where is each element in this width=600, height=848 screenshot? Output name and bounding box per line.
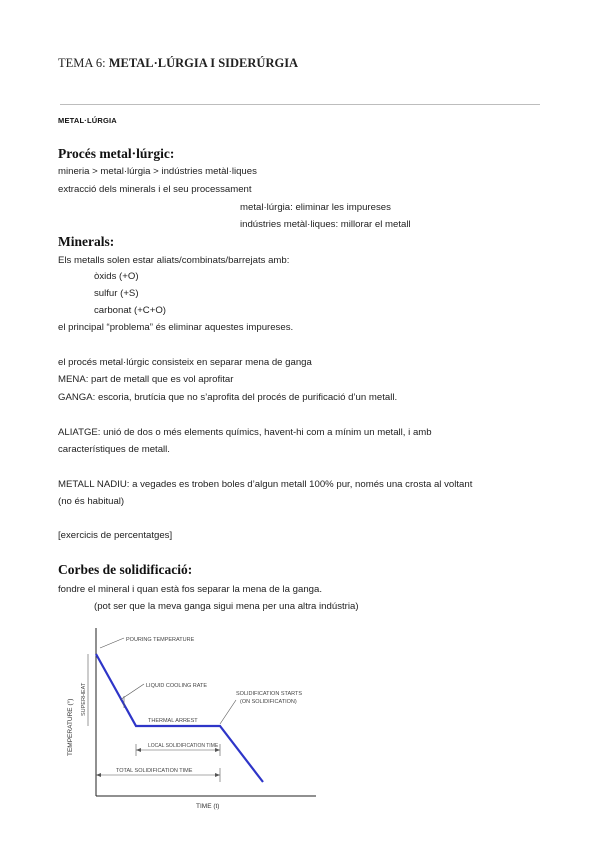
corbes-heading: Corbes de solidificació: <box>58 562 193 577</box>
exercicis-note: [exercicis de percentatges] <box>58 530 173 541</box>
local-time-label: LOCAL SOLIDIFICATION TIME <box>148 743 219 749</box>
pouring-leader <box>100 638 124 648</box>
proces-separar: el procés metal·lúrgic consisteix en separar mena de ganga <box>58 357 312 368</box>
x-axis-label: TIME (t) <box>196 803 220 810</box>
aliatge-line-2: característiques de metall. <box>58 444 170 455</box>
aliatge-line-1: ALIATGE: unió de dos o més elements químics, havent-hi com a mínim un metall, i amb <box>58 427 432 438</box>
corbes-line-2: (pot ser que la meva ganga sigui mena per una altra indústria) <box>94 601 359 612</box>
problem-line: el principal “problema” és eliminar aquestes impureses. <box>58 322 294 333</box>
y-axis-label: TEMPERATURE (°) <box>67 698 74 756</box>
section-label: METAL·LÚRGIA <box>58 116 117 125</box>
nadiu-line-2: (no és habitual) <box>58 496 125 507</box>
page-title <box>58 56 298 71</box>
solidification-curve-diagram <box>60 620 330 810</box>
total-time-label: TOTAL SOLIDIFICATION TIME <box>116 768 193 774</box>
proces-line-3: metal·lúrgia: eliminar les impureses <box>240 202 391 213</box>
total-arrow-head-left <box>96 773 101 777</box>
proces-line-2: extracció dels minerals i el seu processament <box>58 184 252 195</box>
mineral-item: carbonat (+C+O) <box>94 305 166 316</box>
ganga-definition: GANGA: escoria, brutícia que no s’aprofita del procés de purificació d’un metall. <box>58 392 398 403</box>
mineral-item: sulfur (+S) <box>94 288 139 299</box>
topic-title: METAL·LÚRGIA I SIDERÚRGIA <box>108 56 299 70</box>
pouring-label: POURING TEMPERATURE <box>126 637 195 643</box>
solid-label-1: SOLIDIFICATION STARTS <box>236 691 303 697</box>
thermal-arrest-label: THERMAL ARREST <box>148 718 198 724</box>
proces-line-1: mineria > metal·lúrgia > indústries metàl·liques <box>58 166 257 177</box>
local-arrow-head-left <box>136 748 141 752</box>
solid-label-2: (ON SOLIDIFICATION) <box>240 699 297 705</box>
minerals-intro: Els metalls solen estar aliats/combinats/barrejats amb: <box>58 255 290 266</box>
nadiu-line-1: METALL NADIU: a vegades es troben boles d’algun metall 100% pur, només una crosta al voltant <box>58 479 473 490</box>
proces-line-4: indústries metàl·liques: millorar el metall <box>240 219 411 230</box>
cooling-leader <box>120 684 144 700</box>
total-arrow-head-right <box>215 773 220 777</box>
mena-definition: MENA: part de metall que es vol aprofitar <box>58 374 234 385</box>
proces-heading: Procés metal·lúrgic: <box>58 146 175 161</box>
mineral-item: òxids (+O) <box>94 271 139 282</box>
cooling-label: LIQUID COOLING RATE <box>146 683 208 689</box>
corbes-line-1: fondre el mineral i quan està fos separar la mena de la ganga. <box>58 584 322 595</box>
topic-prefix: TEMA 6: <box>58 56 109 70</box>
superheat-label: SUPERHEAT <box>81 682 87 716</box>
divider <box>60 104 540 105</box>
solid-leader <box>220 700 236 724</box>
minerals-heading: Minerals: <box>58 234 115 249</box>
